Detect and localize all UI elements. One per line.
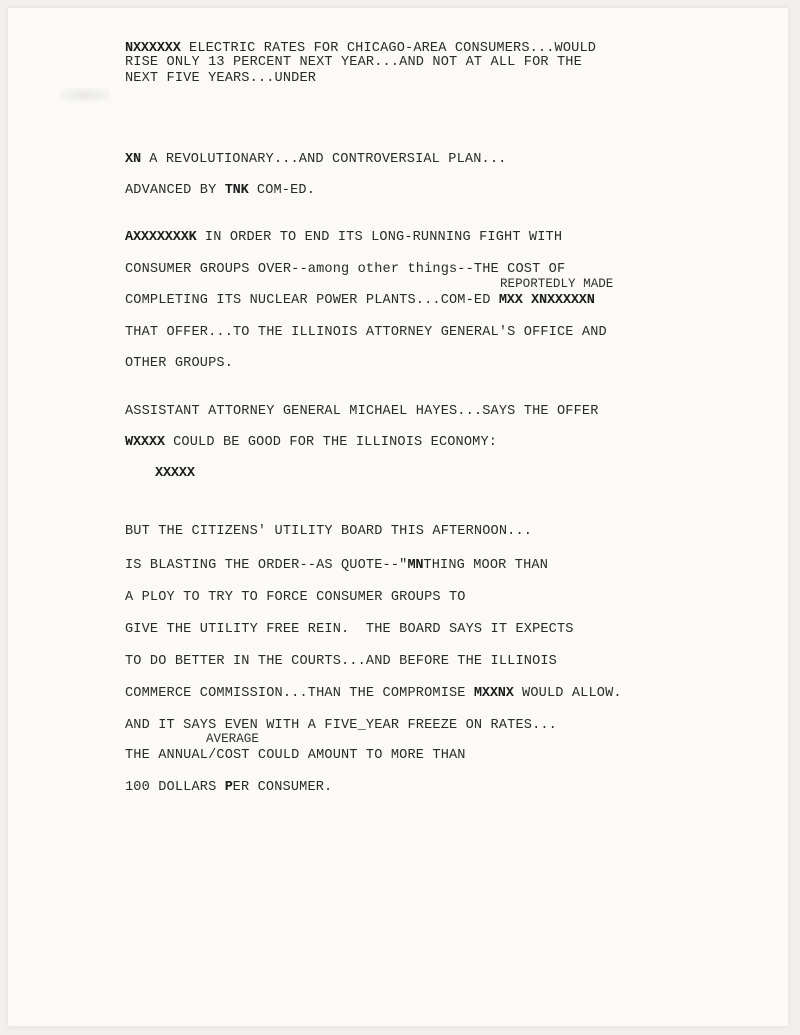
- struck-out-text: XXXXX: [155, 466, 195, 481]
- script-line-8: [125, 293, 595, 309]
- line-text: IS BLASTING THE ORDER--AS QUOTE--": [125, 558, 408, 573]
- line-text: THING MOOR THAN: [423, 558, 549, 573]
- line-text: GIVE THE UTILITY FREE REIN. THE BOARD SAYS IT EXPECTS: [125, 622, 574, 637]
- script-line-12: [125, 435, 497, 451]
- line-text: ASSISTANT ATTORNEY GENERAL MICHAEL HAYES...SAYS THE OFFER: [125, 404, 599, 419]
- struck-out-text: WXXXX: [125, 435, 165, 450]
- line-text: NEXT FIVE YEARS...UNDER: [125, 71, 317, 86]
- struck-out-text: NXXXXXX: [125, 41, 181, 56]
- handwritten-insertion-average: AVERAGE: [206, 732, 259, 746]
- line-text: ADVANCED BY: [125, 183, 225, 198]
- struck-out-text: MXXNX: [473, 686, 514, 701]
- script-line-14: [125, 524, 532, 540]
- script-line-15: [125, 558, 548, 574]
- script-line-18: [125, 654, 557, 670]
- struck-out-text: P: [224, 780, 233, 795]
- line-text: CONSUMER GROUPS OVER--among other things--THE COST OF: [125, 262, 566, 277]
- script-line-10: [125, 356, 233, 372]
- script-line-20: [125, 718, 557, 734]
- line-text: RISE ONLY 13 PERCENT NEXT YEAR...AND NOT AT ALL FOR THE: [125, 55, 582, 70]
- typewritten-page: [8, 8, 788, 1026]
- line-text: COMMERCE COMMISSION...THAN THE COMPROMISE: [125, 686, 474, 701]
- script-line-13: [155, 466, 195, 482]
- line-text: ER CONSUMER.: [232, 780, 333, 795]
- line-text: A REVOLUTIONARY...AND CONTROVERSIAL PLAN...: [140, 152, 507, 167]
- line-text: OTHER GROUPS.: [125, 356, 233, 371]
- script-line-11: [125, 404, 599, 420]
- struck-out-text: TNK: [224, 183, 249, 198]
- script-line-22: [125, 780, 332, 796]
- line-text: WOULD ALLOW.: [513, 686, 622, 701]
- line-text: [523, 293, 531, 308]
- script-line-5: [125, 183, 315, 199]
- script-line-4: [125, 152, 506, 168]
- script-line-9: [125, 325, 607, 341]
- script-line-2: [125, 55, 582, 71]
- struck-out-text: XN: [125, 152, 141, 167]
- script-line-21: [125, 748, 466, 764]
- struck-out-text: XNXXXXXN: [531, 293, 595, 308]
- line-text: IN ORDER TO END ITS LONG-RUNNING FIGHT WITH: [196, 230, 563, 245]
- line-text: THAT OFFER...TO THE ILLINOIS ATTORNEY GENERAL'S OFFICE AND: [125, 325, 607, 340]
- script-line-3: [125, 71, 316, 87]
- line-text: TO DO BETTER IN THE COURTS...AND BEFORE THE ILLINOIS: [125, 654, 557, 669]
- struck-out-text: MXX: [498, 293, 523, 308]
- line-text: THE ANNUAL/COST COULD AMOUNT TO MORE THAN: [125, 748, 466, 763]
- struck-out-text: AXXXXXXXK: [125, 230, 197, 245]
- script-line-7: [125, 262, 565, 278]
- script-line-6: [125, 230, 562, 246]
- script-line-19: [125, 686, 622, 702]
- line-text: ELECTRIC RATES FOR CHICAGO-AREA CONSUMERS...WOULD: [180, 41, 597, 56]
- line-text: AND IT SAYS EVEN WITH A FIVE_YEAR FREEZE ON RATES...: [125, 718, 557, 733]
- line-text: A PLOY TO TRY TO FORCE CONSUMER GROUPS TO: [125, 590, 466, 605]
- line-text: BUT THE CITIZENS' UTILITY BOARD THIS AFTERNOON...: [125, 524, 533, 539]
- line-text: COM-ED.: [248, 183, 316, 198]
- struck-out-text: MN: [407, 558, 424, 573]
- script-line-17: [125, 622, 574, 638]
- handwritten-insertion-reported: REPORTEDLY MADE: [500, 277, 614, 291]
- line-text: 100 DOLLARS: [125, 780, 225, 795]
- script-line-16: [125, 590, 466, 606]
- line-text: COULD BE GOOD FOR THE ILLINOIS ECONOMY:: [164, 435, 498, 450]
- ink-smudge: [60, 88, 110, 102]
- line-text: COMPLETING ITS NUCLEAR POWER PLANTS...COM-ED: [125, 293, 499, 308]
